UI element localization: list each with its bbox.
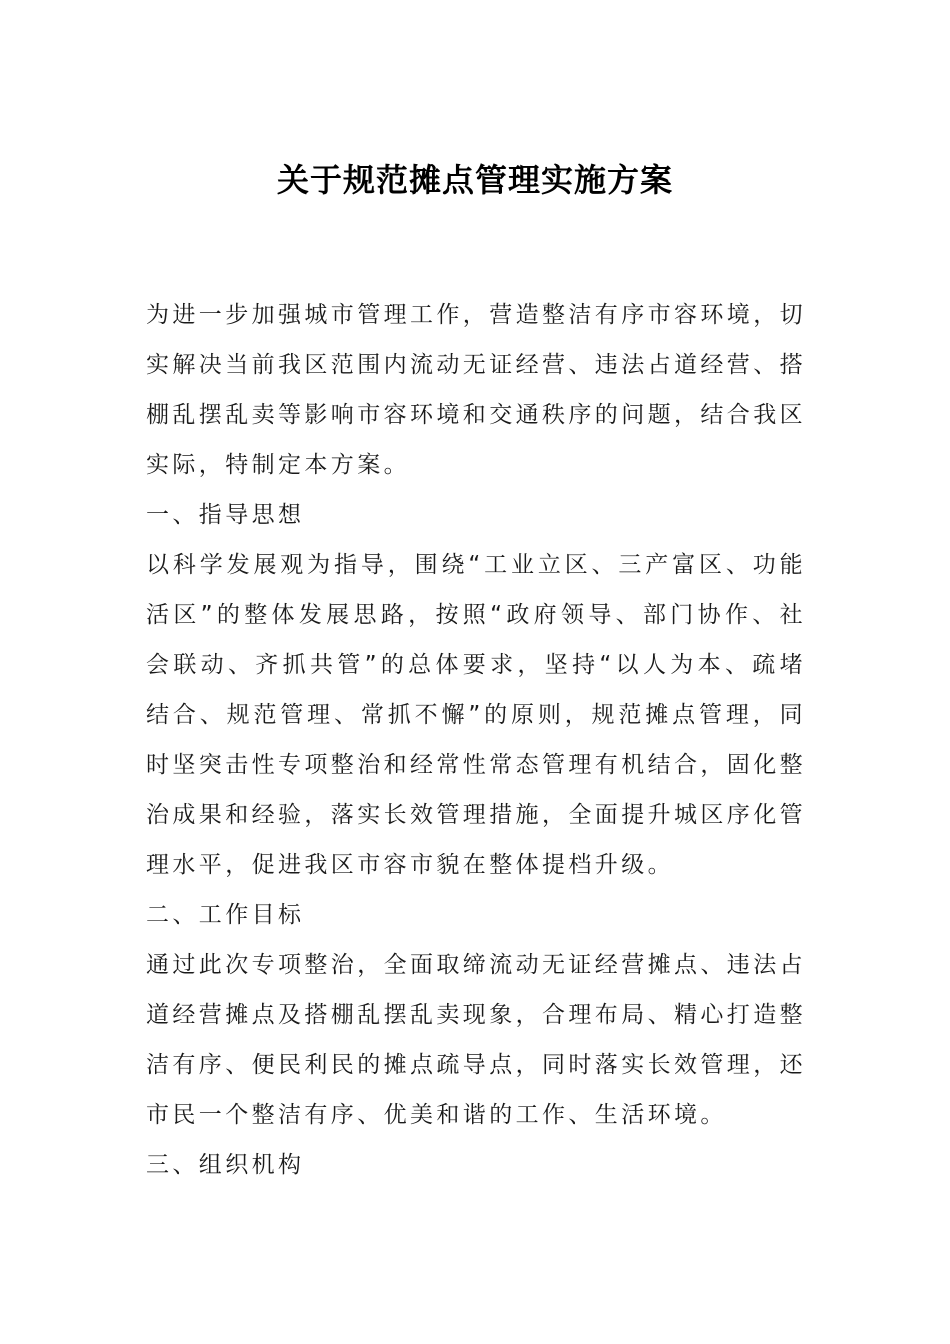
document-body [146, 290, 806, 1190]
guiding-ideology-paragraph: 以科学发展观为指导，围绕“工业立区、三产富区、功能活区”的整体发展思路，按照“政府领导、部门协作、社会联动、齐抓共管”的总体要求，坚持“以人为本、疏堵结合、规范管理、常抓不懈”的原则，规范摊点管理，同时坚突击性专项整治和经常性常态管理有机结合，固化整治成果和经验，落实长效管理措施，全面提升城区序化管理水平，促进我区市容市貌在整体提档升级。 [146, 552, 806, 878]
work-goals-paragraph: 通过此次专项整治，全面取缔流动无证经营摊点、违法占道经营摊点及搭棚乱摆乱卖现象，合理布局、精心打造整洁有序、便民利民的摊点疏导点，同时落实长效管理，还市民一个整洁有序、优美和谐的工作、生活环境。 [146, 952, 806, 1128]
document-title: 关于规范摊点管理实施方案 [276, 161, 673, 199]
section-heading-guiding-ideology: 一、指导思想 [146, 502, 305, 528]
intro-paragraph: 为进一步加强城市管理工作，营造整洁有序市容环境，切实解决当前我区范围内流动无证经营、违法占道经营、搭棚乱摆乱卖等影响市容环境和交通秩序的问题，结合我区实际，特制定本方案。 [146, 302, 806, 478]
section-heading-organization: 三、组织机构 [146, 1152, 305, 1178]
section-heading-work-goals: 二、工作目标 [146, 902, 305, 928]
